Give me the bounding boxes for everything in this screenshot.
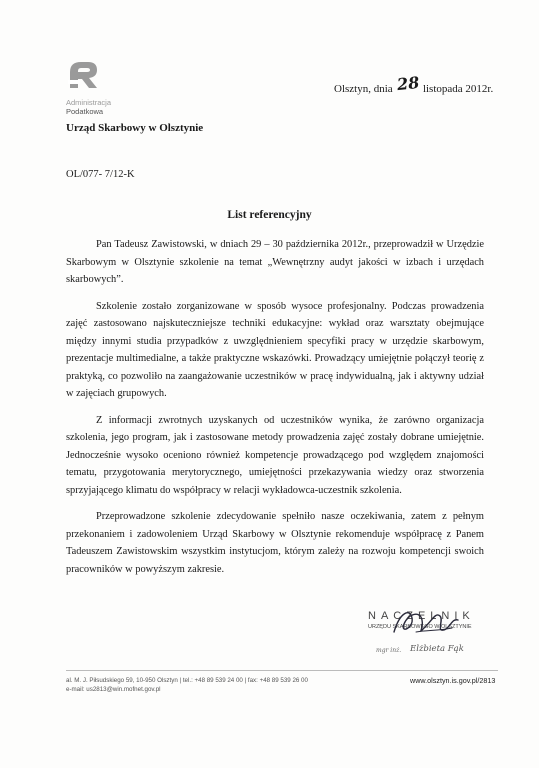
date-line <box>334 72 494 96</box>
date-day-handwritten: 28 <box>395 72 420 95</box>
body-paragraph: Z informacji zwrotnych uzyskanych od uczestników wynika, że zarówno organizacja szkolenia, jego program, jak i zastosowane metody prowadzenia zajęć zostały dobrane umiejętnie. Jednocześnie wysoko oceniono również kompetencje prowadzącego pod względem znajomości tematu, przygotowania merytorycznego, umiejętności przekazywania wiedzy oraz stworzenia sprzyjającego klimatu do współpracy w relacji wykładowca-uczestnik szkolenia. <box>66 414 484 496</box>
logo-text-line2: Podatkowa <box>66 107 104 116</box>
body-paragraph: Szkolenie zostało zorganizowane w sposób wysoce profesjonalny. Podczas prowadzenia zajęć zastosowano najskuteczniejsze techniki edukacyjne: wykład oraz warsztaty obejmujące między innymi studia przypadków z uwzględnieniem specyfiki pracy w urzędzie skarbowym, prezentacje multimedialne, a także praktyczne wskazówki. Prowadzący umiejętnie połączył teorię z praktyką, co pozwoliło na zaangażowanie uczestników w pracę indywidualną, jak i aktywny udział w zajęciach grupowych. <box>66 300 484 399</box>
stamp-signed-by: mgr inż. <box>376 647 402 654</box>
footer-email: e-mail: us2813@win.mofnet.gov.pl <box>66 686 161 693</box>
stamp-name: Elżbieta Fąk <box>410 644 464 654</box>
date-prefix: Olsztyn, dnia <box>334 83 393 95</box>
footer-address: al. M. J. Piłsudskiego 59, 10-950 Olsztyn | tel.: +48 89 539 24 00 | fax: +48 89 539 26 00 <box>66 677 308 684</box>
logo-icon <box>66 58 100 96</box>
footer-divider <box>66 670 498 671</box>
date-suffix: listopada 2012r. <box>422 83 494 95</box>
footer-contact <box>66 676 308 694</box>
stamp-subtitle: URZĘDU SKARBOWEGO W OLSZTYNIE <box>368 624 472 630</box>
letter-title: List referencyjny <box>227 209 312 221</box>
letter-body <box>66 236 484 587</box>
reference-number: OL/077- 7/12-K <box>66 169 135 180</box>
office-name: Urząd Skarbowy w Olsztynie <box>66 122 204 134</box>
administracja-podatkowa-logo <box>66 58 130 118</box>
body-paragraph: Pan Tadeusz Zawistowski, w dniach 29 – 30 października 2012r., przeprowadził w Urzędzie Skarbowym w Olsztynie szkolenie na temat „Wewnętrzny audyt jakości w izbach i urzędach skarbowych”. <box>66 239 484 285</box>
body-paragraph: Przeprowadzone szkolenie zdecydowanie spełniło nasze oczekiwania, zatem z pełnym przekonaniem i zadowoleniem Urząd Skarbowy w Olsztynie rekomenduje współpracę z Panem Tadeuszem Zawistowskim wszystkim instytucjom, którym zależy na rozwoju kompetencji swoich pracowników w powyższym zakresie. <box>66 511 484 575</box>
logo-text-line1: Administracja <box>66 98 112 107</box>
stamp-title: NACZELNIK <box>368 610 475 622</box>
footer-website-link[interactable]: www.olsztyn.is.gov.pl/2813 <box>410 676 496 685</box>
handwritten-signature <box>386 602 466 644</box>
